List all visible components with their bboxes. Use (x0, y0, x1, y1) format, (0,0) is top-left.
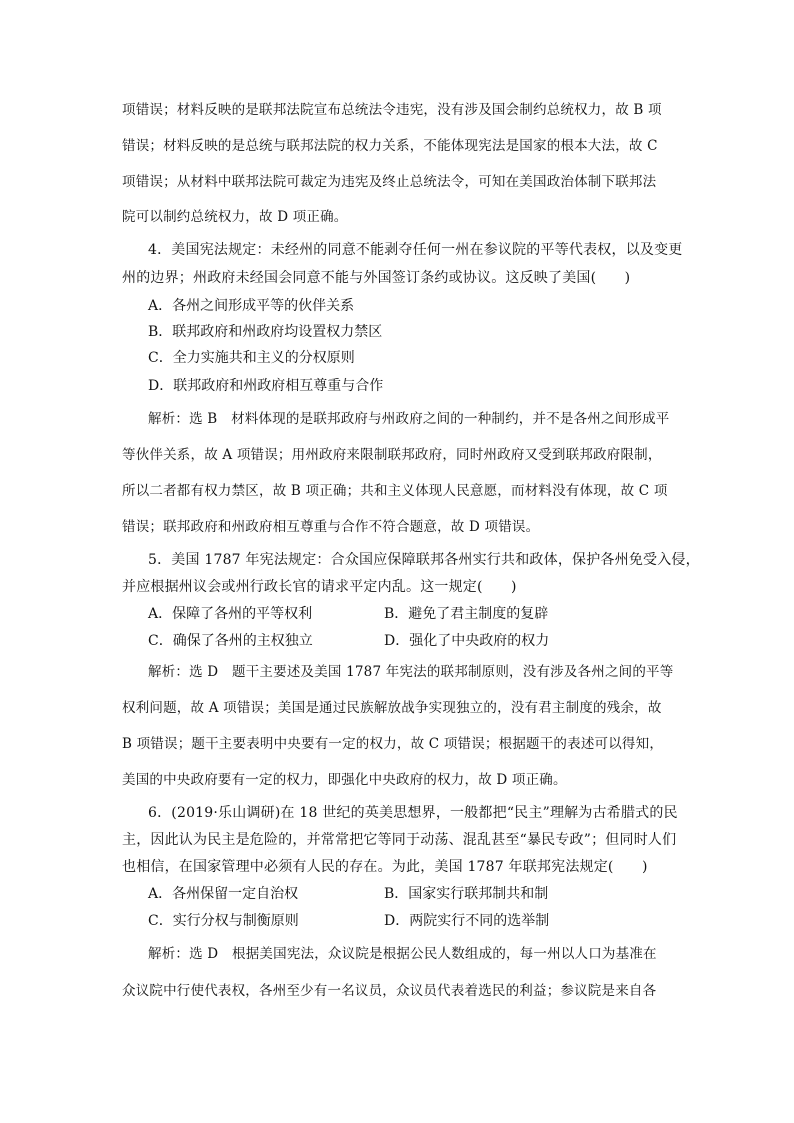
q5-option-d: D．强化了中央政府的权力 (384, 633, 550, 649)
q4-analysis-line-1: 解析：选 B 材料体现的是联邦政府与州政府之间的一种制约，并不是各州之间形成平 (148, 411, 670, 427)
q5-analysis-line-1: 解析：选 D 题干主要述及美国 1787 年宪法的联邦制原则，没有涉及各州之间的平等 (148, 664, 674, 680)
prev-analysis-line-4: 院可以制约总统权力，故 D 项正确。 (122, 209, 348, 225)
q6-stem-line-2: 主，因此认为民主是危险的，并常常把它等同于动荡、混乱甚至“暴民专政”；但同时人们 (122, 832, 677, 848)
q6-option-b: B．国家实行联邦制共和制 (384, 886, 549, 902)
q4-option-d: D．联邦政府和州政府相互尊重与合作 (148, 378, 384, 394)
q6-stem-line-3: 也相信，在国家管理中必须有人民的存在。为此，美国 1787 年联邦宪法规定( ) (122, 859, 648, 875)
q5-stem-line-2: 并应根据州议会或州行政长官的请求平定内乱。这一规定( ) (122, 579, 517, 595)
q5-analysis-line-2: 权利问题，故 A 项错误；美国是通过民族解放战争实现独立的，没有君主制度的残余，故 (122, 700, 662, 716)
q5-analysis-line-3: B 项错误；题干主要表明中央要有一定的权力，故 C 项错误；根据题干的表述可以得知， (122, 736, 664, 752)
q5-option-c: C．确保了各州的主权独立 (148, 633, 313, 649)
q4-option-b: B．联邦政府和州政府均设置权力禁区 (148, 324, 383, 340)
q4-analysis-line-3: 所以二者都有权力禁区，故 B 项正确；共和主义体现人民意愿，而材料没有体现，故 C 项 (122, 483, 668, 499)
q5-option-b: B．避免了君主制度的复辟 (384, 606, 549, 622)
prev-analysis-line-3: 项错误；从材料中联邦法院可裁定为违宪及终止总统法令，可知在美国政治体制下联邦法 (122, 174, 657, 190)
prev-analysis-line-2: 错误；材料反映的是总统与联邦法院的权力关系，不能体现宪法是国家的根本大法，故 C (122, 138, 658, 154)
q6-analysis-line-1: 解析：选 D 根据美国宪法，众议院是根据公民人数组成的，每一州以人口为基准在 (148, 946, 657, 962)
q6-option-c: C．实行分权与制衡原则 (148, 913, 299, 929)
q6-analysis-line-2: 众议院中行使代表权，各州至少有一名议员，众议员代表着选民的利益；参议院是来自各 (122, 983, 657, 999)
q5-option-a: A．保障了各州的平等权利 (148, 606, 313, 622)
q4-stem-line-2: 州的边界；州政府未经国会同意不能与外国签订条约或协议。这反映了美国( ) (122, 270, 631, 286)
q4-stem-line-1: 4．美国宪法规定：未经州的同意不能剥夺任何一州在参议院的平等代表权，以及变更 (148, 242, 683, 258)
q5-stem-line-1: 5．美国 1787 年宪法规定：合众国应保障联邦各州实行共和政体，保护各州免受入侵， (148, 552, 700, 568)
q5-analysis-line-4: 美国的中央政府要有一定的权力，即强化中央政府的权力，故 D 项正确。 (122, 772, 567, 788)
q6-option-d: D．两院实行不同的选举制 (384, 913, 550, 929)
q6-stem-line-1: 6．(2019·乐山调研)在 18 世纪的英美思想界，一般都把“民主”理解为古希腊式的民 (148, 805, 678, 821)
q4-analysis-line-4: 错误；联邦政府和州政府相互尊重与合作不符合题意，故 D 项错误。 (122, 519, 540, 535)
q4-option-a: A．各州之间形成平等的伙伴关系 (148, 298, 355, 314)
q4-analysis-line-2: 等伙伴关系，故 A 项错误；用州政府来限制联邦政府，同时州政府又受到联邦政府限制， (122, 447, 662, 463)
q4-option-c: C．全力实施共和主义的分权原则 (148, 350, 355, 366)
q6-option-a: A．各州保留一定自治权 (148, 886, 299, 902)
prev-analysis-line-1: 项错误；材料反映的是联邦法院宣布总统法令违宪，没有涉及国会制约总统权力，故 B 项 (122, 102, 662, 118)
